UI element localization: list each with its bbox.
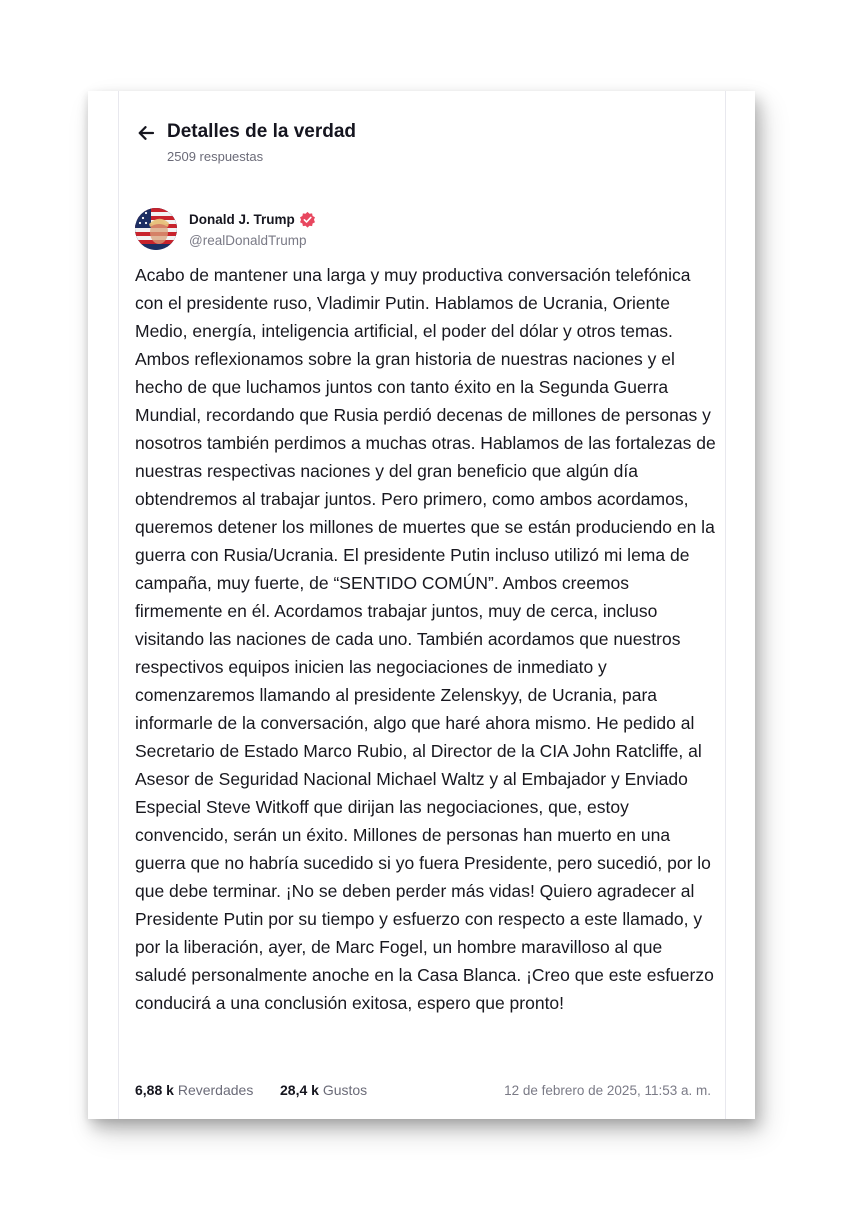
column-divider-left — [118, 91, 119, 1119]
author-name-row — [189, 211, 316, 228]
reposts-label: Reverdades — [177, 1082, 254, 1098]
verified-badge-icon — [299, 211, 316, 228]
likes-label: Gustos — [322, 1082, 368, 1098]
author-name[interactable]: Donald J. Trump — [189, 212, 295, 227]
likes-count: 28,4 k — [280, 1082, 319, 1098]
arrow-left-icon[interactable] — [136, 123, 156, 143]
page-title: Detalles de la verdad — [167, 121, 357, 142]
post-timestamp: 12 de febrero de 2025, 11:53 a. m. — [504, 1083, 711, 1098]
avatar-image — [135, 208, 177, 250]
post-stats — [135, 1082, 711, 1102]
reposts-stat[interactable] — [135, 1082, 253, 1098]
reposts-count: 6,88 k — [135, 1082, 174, 1098]
avatar[interactable] — [135, 208, 177, 250]
post-text: Acabo de mantener una larga y muy productiva conversación telefónica con el presidente ruso, Vladimir Putin. Hablamos de Ucrania, Oriente Medio, energía, inteligencia artificial, el poder del dólar y otros temas. Ambos reflexionamos sobre la gran historia de nuestras naciones y el hecho de que luchamos juntos con tanto éxito en la Segunda Guerra Mundial, recordando que Rusia perdió decenas de millones de personas y nosotros también perdimos a muchas otras. Hablamos de las fortalezas de nuestras respectivas naciones y del gran beneficio que algún día obtendremos al trabajar juntos. Pero primero, como ambos acordamos, queremos detener los millones de muertes que se están produciendo en la guerra con Rusia/Ucrania. El presidente Putin incluso utilizó mi lema de campaña, muy fuerte, de “SENTIDO COMÚN”. Ambos creemos firmemente en él. Acordamos trabajar juntos, muy de cerca, incluso visitando las naciones de cada uno. También acordamos que nuestros respectivos equipos inicien las negociaciones de inmediato y comenzaremos llamando al presidente Zelenskyy, de Ucrania, para informarle de la conversación, algo que haré ahora mismo. He pedido al Secretario de Estado Marco Rubio, al Director de la CIA John Ratcliffe, al Asesor de Seguridad Nacional Michael Waltz y al Embajador y Enviado Especial Steve Witkoff que dirijan las negociaciones, que, estoy convencido, serán un éxito. Millones de personas han muerto en una guerra que no habría sucedido si yo fuera Presidente, pero sucedió, por lo que debe terminar. ¡No se deben perder más vidas! Quiero agradecer al Presidente Putin por su tiempo y esfuerzo con respecto a este llamado, y por la liberación, ayer, de Marc Fogel, un hombre maravilloso al que saludé personalmente anoche en la Casa Blanca. ¡Creo que este esfuerzo conducirá a una conclusión exitosa, espero que pronto! — [135, 265, 716, 1013]
post-card — [88, 91, 755, 1119]
reply-count: 2509 respuestas — [167, 149, 264, 164]
likes-stat[interactable] — [280, 1082, 367, 1098]
column-divider-right — [725, 91, 726, 1119]
author-handle[interactable]: @realDonaldTrump — [189, 233, 307, 248]
